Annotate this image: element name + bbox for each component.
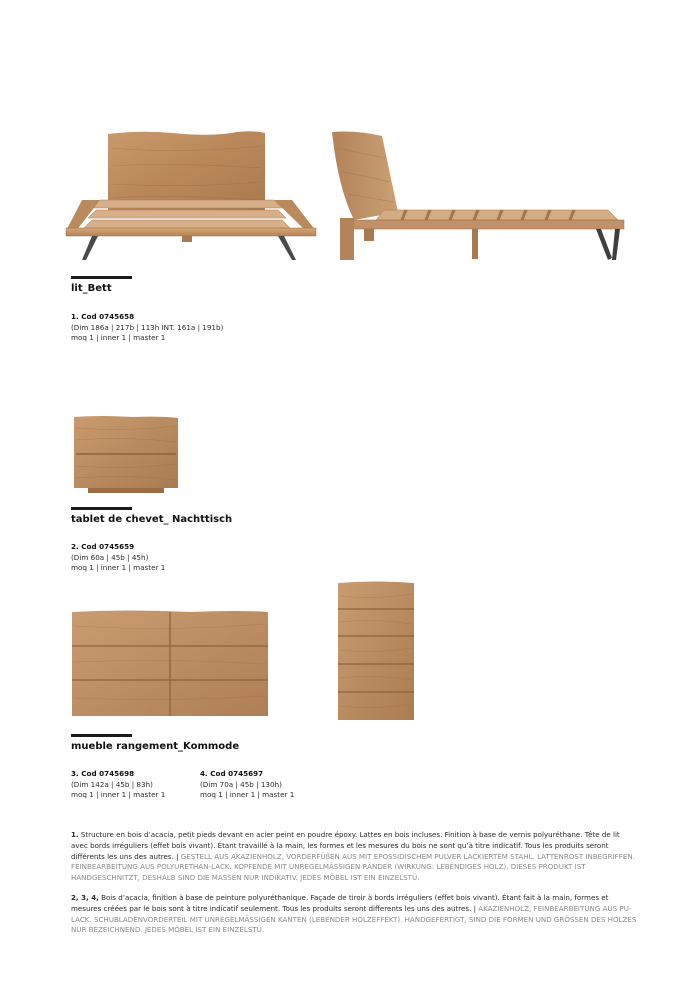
- description-paragraph-1: [71, 830, 637, 884]
- section-rule-nightstand: [71, 507, 132, 510]
- bed-front-image: [62, 128, 318, 264]
- product-dimensions: (Dim 186a | 217b | 113h INT. 161a | 191b): [71, 322, 224, 332]
- product-info-nightstand: [71, 542, 165, 574]
- product-info-bed: [71, 312, 223, 344]
- product-dimensions: (Dim 142a | 45b | 83h): [71, 779, 153, 789]
- section-rule-storage: [71, 734, 132, 737]
- product-code: 2. Cod 0745659: [71, 542, 135, 551]
- description-text-fr: Bois d’acacia, finition à base de peinture polyuréthanique. Façade de tiroir à bords irréguliers (effet bois vivant). Étant fait à la main, formes et mesures créées par le bois sont à titre indicatif seulement. Tous les produits seront differents les uns des autres. |: [71, 893, 609, 913]
- product-packing: moq 1 | inner 1 | master 1: [71, 790, 166, 799]
- section-rule-bed: [71, 276, 132, 279]
- product-code: 4. Cod 0745697: [200, 769, 264, 778]
- product-info-sideboard: [71, 769, 165, 801]
- bed-side-image: [326, 128, 628, 264]
- product-dimensions: (Dim 70a | 45b | 130h): [200, 779, 282, 789]
- description-number: 2, 3, 4,: [71, 893, 99, 902]
- heading-nightstand: tablet de chevet_ Nachttisch: [71, 514, 233, 525]
- description-number: 1.: [71, 830, 79, 839]
- product-packing: moq 1 | inner 1 | master 1: [71, 563, 166, 572]
- product-info-tall-chest: [200, 769, 294, 801]
- heading-bed: lit_Bett: [71, 283, 112, 294]
- sideboard-image: [70, 608, 270, 720]
- tall-chest-image: [336, 580, 416, 722]
- product-code: 3. Cod 0745698: [71, 769, 135, 778]
- description-text-fr: Structure en bois d’acacia, petit pieds devant en acier peint en poudre époxy. Lattes en bois incluses. Finition à base de vernis polyuréthane. Tête de lit avec bords irréguliers (effet bois vivant). Étant travaillé à la main, les formes et les mesures du bois ne sont qu’à titre indicatif. Tous les produits seront différents les uns des autres. |: [71, 830, 620, 861]
- product-packing: moq 1 | inner 1 | master 1: [71, 333, 166, 342]
- description-text-de: AKAZIENHOLZ, FEINBEARBEITUNG AUS PU-LACK. SCHUBLADENVORDERTEIL MIT UNREGELMÄSSIGEN KANTEN (LEBENDER HOLZEFFEKT). HANDGEFERTIGT, SIND DIE FORMEN UND GRÖSSEN DES HOLZES NUR BEZEICHNEND. JEDES MÖBEL IST EIN EINZELSTÜ.: [71, 903, 637, 935]
- product-packing: moq 1 | inner 1 | master 1: [200, 790, 295, 799]
- heading-storage: mueble rangement_Kommode: [71, 741, 240, 752]
- nightstand-image: [72, 414, 180, 494]
- product-code: 1. Cod 0745658: [71, 312, 135, 321]
- product-dimensions: (Dim 60a | 45b | 45h): [71, 552, 149, 562]
- description-paragraph-2: [71, 893, 637, 936]
- description-text-de: GESTELL AUS AKAZIENHOLZ, VORDERFÜßEN AUS MIT EPOSSIDISCHEM PULVER LACKIERTEM STAHL. LATTENROST INBEGRIFFEN. FEINBEARBEITUNG AUS POLYURETHAN-LACK. KOPFENDE MIT UNREGELMÄSSIGEN RÄNDER (WIRKUNG: LEBENDIGES HOLZ). DIESES PRODUKT IST HANDGESCHNITZT, DESHALB SIND DIE MASSEN NUR INDIKATIV. JEDES MÖBEL IST EIN EINZELSTÜ.: [71, 851, 635, 883]
